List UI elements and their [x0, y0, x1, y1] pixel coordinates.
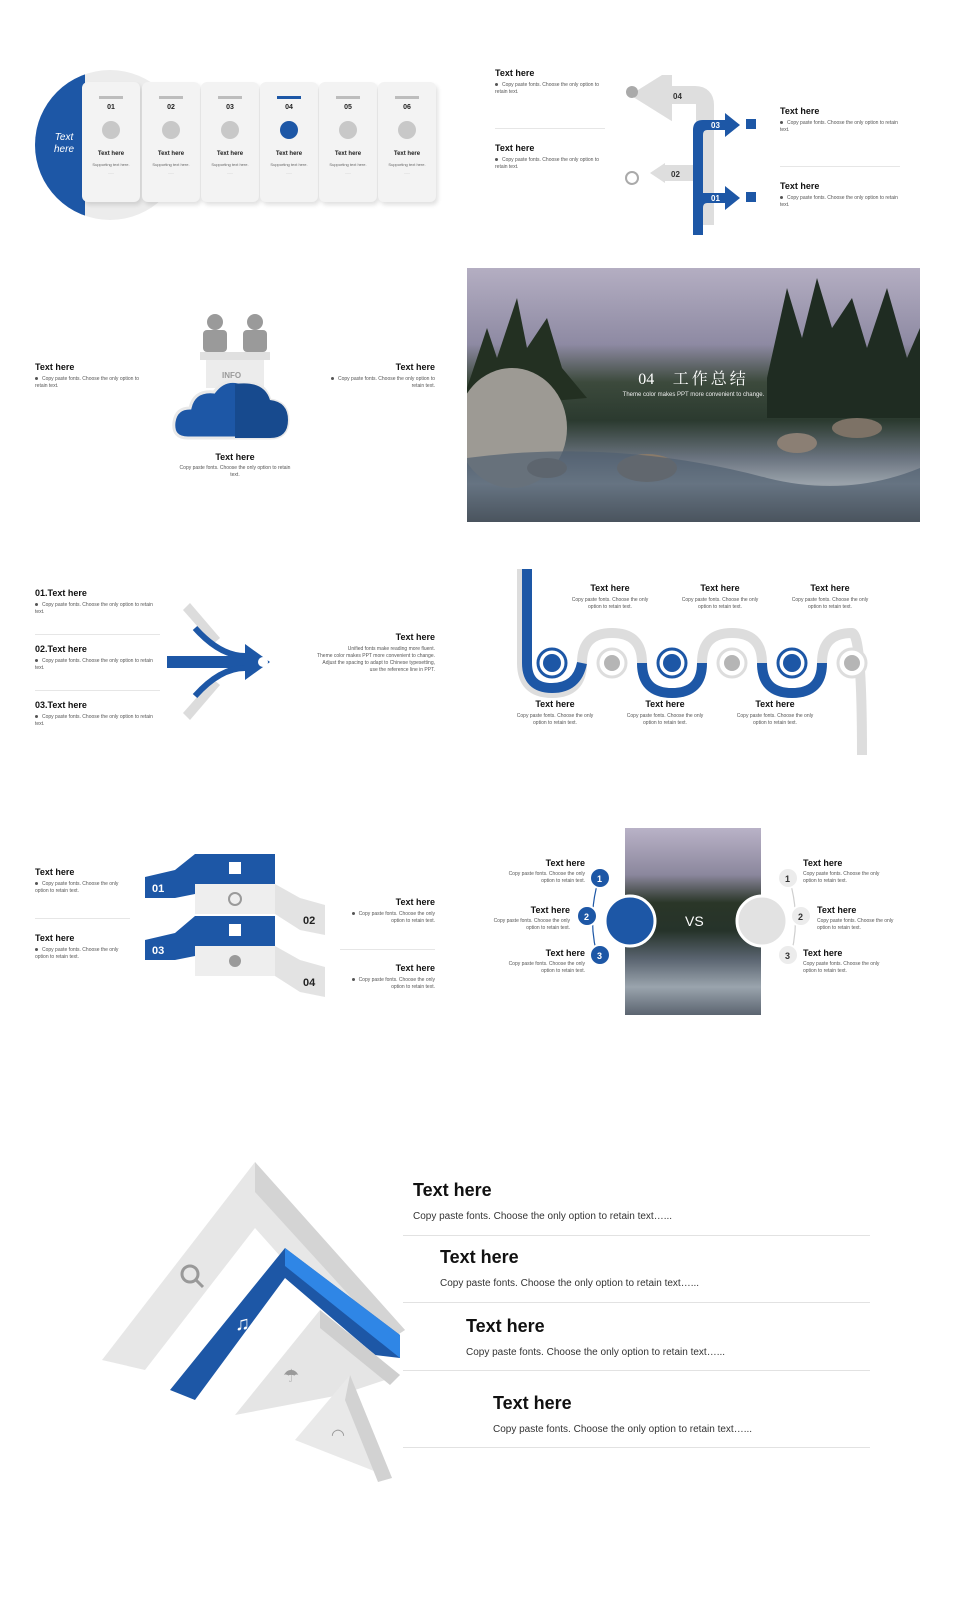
slide-9 — [0, 1150, 960, 1490]
item-body: Copy paste fonts. Choose the only option to retain text. — [571, 597, 649, 610]
slide-8 — [490, 825, 910, 1020]
item-title: Text here — [395, 963, 435, 973]
item-body: Copy paste fonts. Choose the only option to retain text. — [736, 713, 814, 726]
item-title: Text here — [700, 583, 740, 593]
slide-4-photo — [467, 268, 920, 522]
person-icon — [203, 330, 227, 352]
card-number: 05 — [344, 104, 352, 111]
right-body-line: Adjust the spacing to adapt to Chinese typesetting, — [322, 660, 435, 666]
section-title: 工作总结 — [672, 369, 749, 388]
item-body: Copy paste fonts. Choose the only option to retain text. — [35, 658, 153, 671]
item-title: Text here — [803, 858, 843, 868]
person-icon — [207, 314, 223, 330]
card-sub: Supporting text here. — [152, 162, 190, 167]
item-title: Text here — [535, 699, 575, 709]
item-title: 03.Text here — [35, 700, 87, 710]
item-title: Text here — [440, 1247, 519, 1267]
card-title: Text here — [157, 151, 185, 157]
step-label: 01 — [152, 883, 165, 895]
item-body: Copy paste fonts. Choose the only option to retain text…... — [466, 1347, 726, 1358]
people-icon — [229, 955, 241, 967]
tools-icon — [229, 924, 241, 936]
item-body: Copy paste fonts. Choose the only option to retain text. — [516, 713, 594, 726]
slide-5 — [30, 580, 450, 750]
podium — [200, 352, 270, 360]
item-body: Copy paste fonts. Choose the only option to retain text. — [35, 376, 140, 389]
right-body-line: Theme color makes PPT more convenient to change. — [316, 653, 435, 659]
item-title: Text here — [495, 143, 535, 153]
badge-number: 3 — [785, 951, 791, 961]
arrow-02-shape — [650, 163, 665, 183]
card-title: Text here — [97, 151, 125, 157]
item-title: Text here — [755, 699, 795, 709]
item-title: Text here — [395, 897, 435, 907]
item-title: Text here — [590, 583, 630, 593]
step-ribbon — [140, 850, 330, 1000]
card-number: 02 — [167, 104, 175, 111]
section-number: 04 — [638, 371, 655, 388]
badge-number: 2 — [798, 912, 804, 922]
item-body: Copy paste fonts. Choose the only option to retain text. — [35, 881, 119, 894]
slide-7 — [30, 845, 450, 1005]
right-body-line: Unified fonts make reading more fluent. — [347, 646, 435, 652]
user-check-icon — [258, 657, 268, 667]
tools-icon — [605, 896, 655, 946]
item-body: Copy paste fonts. Choose the only option to retain text. — [681, 597, 759, 610]
arrow-label: 01 — [711, 194, 720, 203]
card-dots: ...... — [285, 170, 293, 175]
item-body: Copy paste fonts. Choose the only option to retain text. — [780, 120, 898, 133]
item-title: 01.Text here — [35, 588, 87, 598]
item-title: Text here — [530, 905, 570, 915]
chart-icon — [229, 862, 241, 874]
item-title: Text here — [215, 452, 255, 462]
card-dots: ...... — [107, 170, 115, 175]
right-body-line: use the reference line in PPT. — [369, 667, 435, 673]
card-sub: Supporting text here. — [329, 162, 367, 167]
bar-chart-icon — [162, 121, 180, 139]
card-title: Text here — [216, 151, 244, 157]
chart-icon — [102, 121, 120, 139]
card-number: 03 — [226, 104, 234, 111]
item-title: Text here — [810, 583, 850, 593]
item-body: Copy paste fonts. Choose the only option to retain text…... — [493, 1424, 753, 1435]
item-body: Copy paste fonts. Choose the only option to retain text. — [179, 465, 291, 478]
item-body: Copy paste fonts. Choose the only option to retain text. — [495, 157, 600, 170]
item-title: 02.Text here — [35, 644, 87, 654]
card-number: 01 — [107, 104, 115, 111]
card-title: Text here — [275, 151, 303, 157]
music-icon: ♫ — [235, 1313, 250, 1335]
step-label: 02 — [303, 915, 316, 927]
bike-icon — [339, 121, 357, 139]
item-title: Text here — [466, 1316, 545, 1336]
item-body: Copy paste fonts. Choose the only option to retain text. — [803, 871, 880, 884]
item-body: Copy paste fonts. Choose the only option to retain text. — [337, 376, 435, 389]
item-body: Copy paste fonts. Choose the only option to retain text. — [508, 871, 585, 884]
badge-number: 1 — [785, 874, 791, 884]
arrow-label: 03 — [711, 121, 720, 130]
mail-icon — [221, 121, 239, 139]
person-icon — [243, 330, 267, 352]
chart-icon — [746, 119, 756, 129]
item-title: Text here — [35, 362, 75, 372]
step-band-gray — [195, 884, 275, 914]
item-body: Copy paste fonts. Choose the only option to retain text. — [358, 911, 435, 924]
item-title: Text here — [35, 867, 75, 877]
item-body: Copy paste fonts. Choose the only option to retain text. — [508, 961, 585, 974]
item-title: Text here — [780, 106, 820, 116]
chart-icon — [737, 896, 787, 946]
umbrella-icon: ☂ — [283, 1366, 300, 1386]
item-title: Text here — [395, 362, 435, 372]
item-body: Copy paste fonts. Choose the only option to retain text. — [791, 597, 869, 610]
item-title: Text here — [645, 699, 685, 709]
step-label: 04 — [303, 977, 316, 989]
section-subtitle: Theme color makes PPT more convenient to change. — [622, 392, 765, 398]
item-body: Copy paste fonts. Choose the only option to retain text. — [35, 947, 119, 960]
truck-icon — [398, 121, 416, 139]
slide-6 — [490, 565, 910, 765]
item-title: Text here — [493, 1393, 572, 1413]
right-title: Text here — [395, 632, 435, 642]
arrow-label: 02 — [671, 170, 680, 179]
card-sub: Supporting text here. — [388, 162, 426, 167]
step-02-tab — [275, 884, 325, 935]
tools-icon — [746, 192, 756, 202]
item-title: Text here — [35, 933, 75, 943]
card-number: 04 — [285, 104, 293, 111]
card-dots: ...... — [403, 170, 411, 175]
card-title: Text here — [334, 151, 362, 157]
badge-number: 1 — [597, 874, 603, 884]
card-sub: Supporting text here. — [211, 162, 249, 167]
person-icon — [247, 314, 263, 330]
card-dots: ...... — [167, 170, 175, 175]
slide-1 — [30, 60, 450, 230]
item-title: Text here — [545, 948, 585, 958]
item-body: Copy paste fonts. Choose the only option to retain text. — [35, 602, 153, 615]
item-body: Copy paste fonts. Choose the only option to retain text. — [495, 82, 600, 95]
item-title: Text here — [495, 68, 535, 78]
item-title: Text here — [780, 181, 820, 191]
slide-2 — [490, 60, 910, 240]
badge-number: 3 — [597, 951, 603, 961]
slide-3 — [30, 300, 450, 500]
circle-label: Text here — [53, 132, 74, 155]
card-sub: Supporting text here. — [270, 162, 308, 167]
cloud-people-graphic — [170, 310, 300, 450]
info-label: INFO — [222, 371, 242, 380]
arrow-label: 04 — [673, 92, 682, 101]
item-body: Copy paste fonts. Choose the only option to retain text. — [35, 714, 153, 727]
item-title: Text here — [817, 905, 857, 915]
step-label: 03 — [152, 945, 165, 957]
card-sub: Supporting text here. — [92, 162, 130, 167]
vs-label: VS — [685, 913, 704, 929]
card-title: Text here — [393, 151, 421, 157]
target-icon — [626, 172, 638, 184]
card-dots: ...... — [344, 170, 352, 175]
item-body: Copy paste fonts. Choose the only option to retain text. — [780, 195, 898, 208]
card-dots: ...... — [226, 170, 234, 175]
wifi-icon: ◠ — [331, 1427, 345, 1444]
people-icon — [626, 86, 638, 98]
item-body: Copy paste fonts. Choose the only option to retain text. — [493, 918, 570, 931]
item-body: Copy paste fonts. Choose the only option to retain text. — [817, 918, 894, 931]
step-04-tab — [275, 946, 325, 997]
item-body: Copy paste fonts. Choose the only option to retain text…... — [413, 1211, 673, 1222]
item-body: Copy paste fonts. Choose the only option to retain text. — [803, 961, 880, 974]
item-body: Copy paste fonts. Choose the only option to retain text. — [626, 713, 704, 726]
merge-arrow-graphic — [165, 598, 305, 728]
item-body: Copy paste fonts. Choose the only option to retain text. — [358, 977, 435, 990]
building-icon — [280, 121, 298, 139]
item-body: Copy paste fonts. Choose the only option to retain text…... — [440, 1278, 700, 1289]
badge-number: 2 — [584, 912, 590, 922]
item-title: Text here — [413, 1180, 492, 1200]
pyramid-graphic — [100, 1160, 410, 1490]
item-title: Text here — [803, 948, 843, 958]
arrow-diagram — [615, 75, 780, 240]
card-number: 06 — [403, 104, 411, 111]
item-title: Text here — [545, 858, 585, 868]
